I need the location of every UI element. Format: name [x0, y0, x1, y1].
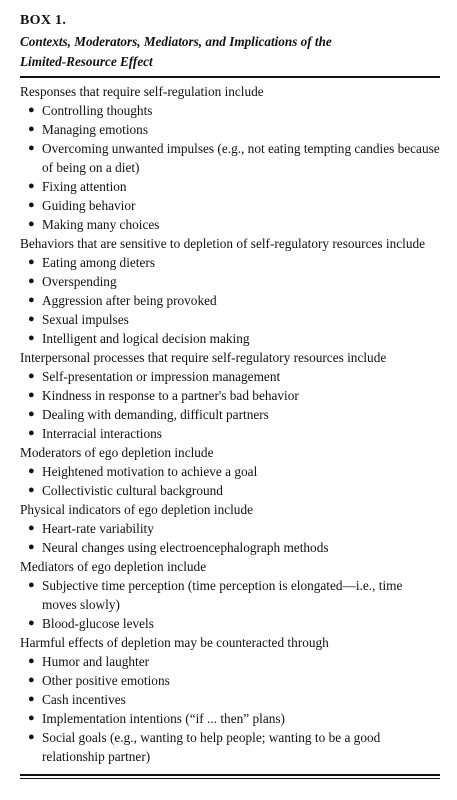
bottom-double-rule	[20, 774, 440, 779]
list-item-text: Other positive emotions	[42, 673, 170, 688]
list-item-text: Overcoming unwanted impulses (e.g., not eating tempting candies because of being on a diet)	[42, 141, 440, 175]
list-item-text: Self-presentation or impression management	[42, 369, 281, 384]
bullet-icon: ●	[28, 332, 35, 344]
list-item-text: Guiding behavior	[42, 198, 136, 213]
section-header: Harmful effects of depletion may be counteracted through	[20, 635, 329, 650]
bullet-icon: ●	[28, 465, 35, 477]
bullet-icon: ●	[28, 370, 35, 382]
list-item-text: Making many choices	[42, 217, 160, 232]
list-item	[20, 576, 440, 614]
box-title	[20, 32, 440, 72]
list-item	[20, 690, 440, 709]
list-item	[20, 310, 440, 329]
top-rule	[20, 76, 440, 78]
list-item	[20, 272, 440, 291]
list-item	[20, 367, 440, 386]
list-item-text: Heightened motivation to achieve a goal	[42, 464, 258, 479]
list-item	[20, 405, 440, 424]
list-item	[20, 709, 440, 728]
list-item	[20, 386, 440, 405]
bullet-icon: ●	[28, 541, 35, 553]
list-item-text: Humor and laughter	[42, 654, 150, 669]
box-label: BOX 1.	[20, 13, 67, 28]
section-header: Physical indicators of ego depletion include	[20, 502, 254, 517]
list-item	[20, 519, 440, 538]
section-header: Behaviors that are sensitive to depletion of self-regulatory resources include	[20, 236, 426, 251]
box-title-line-1: Contexts, Moderators, Mediators, and Implications of the	[20, 34, 332, 49]
list-item-text: Intelligent and logical decision making	[42, 331, 250, 346]
box-title-line-2: Limited-Resource Effect	[20, 54, 153, 69]
bullet-icon: ●	[28, 579, 35, 591]
list-item	[20, 329, 440, 348]
section-header: Interpersonal processes that require self-regulatory resources include	[20, 350, 387, 365]
bullet-icon: ●	[28, 256, 35, 268]
bullet-icon: ●	[28, 199, 35, 211]
list-item-text: Subjective time perception (time perception is elongated—i.e., time moves slowly)	[42, 578, 403, 612]
box-content	[20, 82, 440, 766]
list-item	[20, 462, 440, 481]
list-item	[20, 215, 440, 234]
bullet-icon: ●	[28, 389, 35, 401]
bullet-icon: ●	[28, 655, 35, 667]
list-item-text: Eating among dieters	[42, 255, 155, 270]
list-item	[20, 101, 440, 120]
list-item-text: Social goals (e.g., wanting to help people; wanting to be a good relationship partner)	[42, 730, 381, 764]
list-item-text: Blood-glucose levels	[42, 616, 154, 631]
list-item	[20, 614, 440, 633]
list-item	[20, 139, 440, 177]
list-item	[20, 652, 440, 671]
bullet-icon: ●	[28, 142, 35, 154]
list-item-text: Overspending	[42, 274, 117, 289]
bullet-icon: ●	[28, 104, 35, 116]
list-item-text: Implementation intentions (“if ... then” plans)	[42, 711, 285, 726]
section-header: Moderators of ego depletion include	[20, 445, 214, 460]
list-item-text: Managing emotions	[42, 122, 148, 137]
list-item	[20, 424, 440, 443]
list-item	[20, 177, 440, 196]
bullet-icon: ●	[28, 731, 35, 743]
bullet-icon: ●	[28, 712, 35, 724]
list-item	[20, 291, 440, 310]
list-item	[20, 253, 440, 272]
list-item	[20, 120, 440, 139]
list-item-text: Controlling thoughts	[42, 103, 153, 118]
list-item-text: Fixing attention	[42, 179, 127, 194]
list-item-text: Aggression after being provoked	[42, 293, 217, 308]
bullet-icon: ●	[28, 313, 35, 325]
list-item-text: Dealing with demanding, difficult partners	[42, 407, 269, 422]
list-item-text: Collectivistic cultural background	[42, 483, 223, 498]
list-item	[20, 196, 440, 215]
bullet-icon: ●	[28, 674, 35, 686]
list-item	[20, 538, 440, 557]
bullet-icon: ●	[28, 617, 35, 629]
section-header: Responses that require self-regulation include	[20, 84, 264, 99]
list-item	[20, 728, 440, 766]
list-item	[20, 671, 440, 690]
bullet-icon: ●	[28, 427, 35, 439]
bullet-icon: ●	[28, 294, 35, 306]
bullet-icon: ●	[28, 408, 35, 420]
list-item-text: Heart-rate variability	[42, 521, 154, 536]
list-item	[20, 481, 440, 500]
bullet-icon: ●	[28, 275, 35, 287]
list-item-text: Sexual impulses	[42, 312, 129, 327]
section-header: Mediators of ego depletion include	[20, 559, 207, 574]
list-item-text: Cash incentives	[42, 692, 126, 707]
list-item-text: Kindness in response to a partner's bad behavior	[42, 388, 299, 403]
bullet-icon: ●	[28, 522, 35, 534]
list-item-text: Neural changes using electroencephalograph methods	[42, 540, 329, 555]
bullet-icon: ●	[28, 484, 35, 496]
bullet-icon: ●	[28, 123, 35, 135]
bullet-icon: ●	[28, 180, 35, 192]
text-box	[20, 12, 440, 779]
bullet-icon: ●	[28, 693, 35, 705]
bullet-icon: ●	[28, 218, 35, 230]
list-item-text: Interracial interactions	[42, 426, 162, 441]
